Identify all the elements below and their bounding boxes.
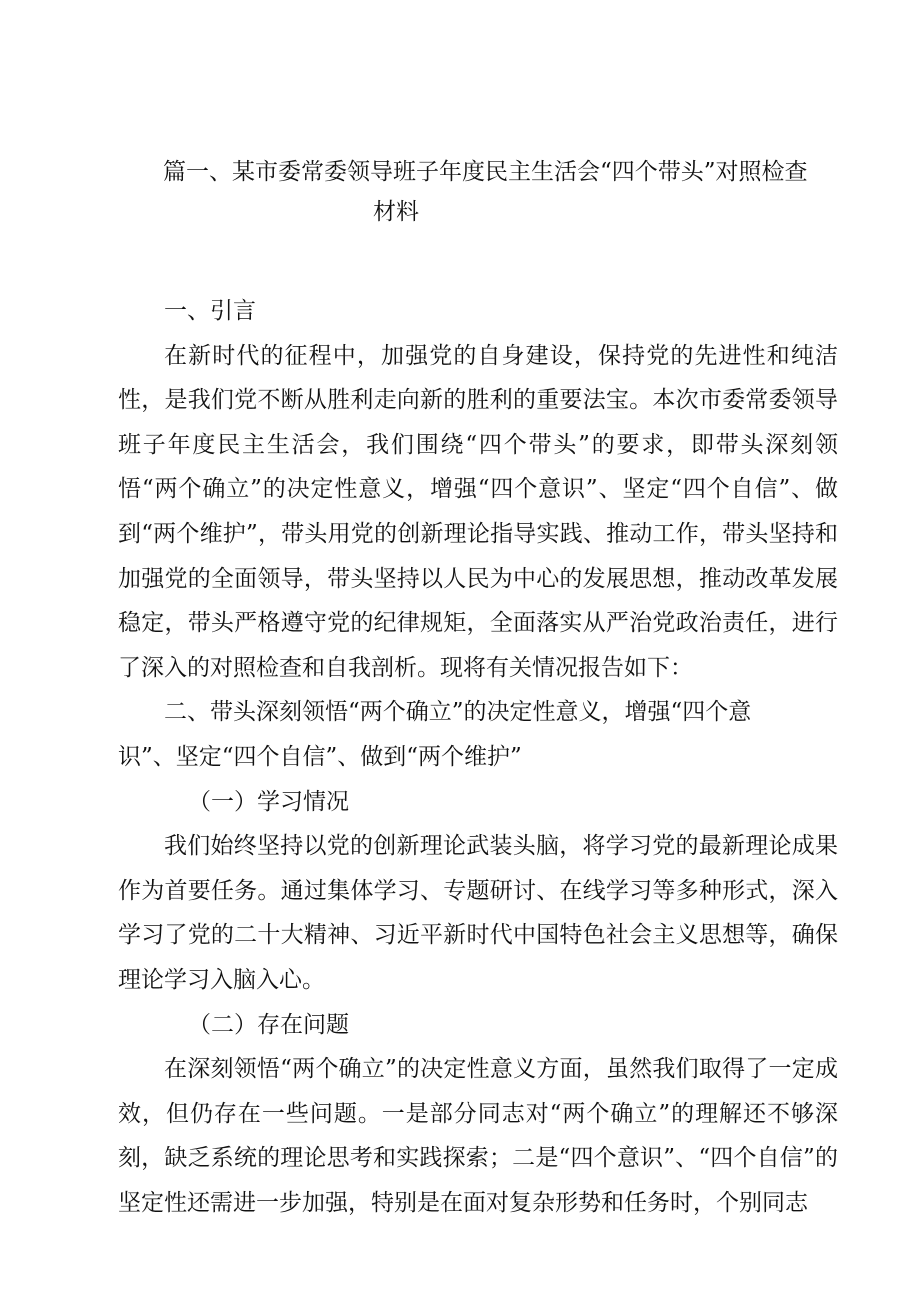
subsection-2-paragraph: 在深刻领悟“两个确立”的决定性意义方面，虽然我们取得了一定成效，但仍存在一些问题。一是部分同志对“两个确立”的理解还不够深刻，缺乏系统的理论思考和实践探索；二是“四个意识”、“四个自信”的坚定性还需进一步加强，特别是在面对复杂形势和任务时，个别同志 <box>118 1056 838 1216</box>
intro-heading: 一、引言 <box>164 298 256 324</box>
subsection-1-paragraph: 我们始终坚持以党的创新理论武装头脑，将学习党的最新理论成果作为首要任务。通过集体学习、专题研讨、在线学习等多种形式，深入学习了党的二十大精神、习近平新时代中国特色社会主义思想等，确保理论学习入脑入心。 <box>118 833 838 993</box>
subsection-1-heading: （一）学习情况 <box>188 788 349 815</box>
title-line-2: 材料 <box>373 199 419 225</box>
section-2-heading: 二、带头深刻领悟“两个确立”的决定性意义，增强“四个意识”、坚定“四个自信”、做到“两个维护” <box>118 699 752 770</box>
subsection-2-heading: （二）存在问题 <box>188 1011 349 1038</box>
title-line-1: 篇一、某市委常委领导班子年度民主生活会“四个带头”对照检查 <box>163 159 808 185</box>
document-body <box>118 289 838 1225</box>
document-title <box>163 152 843 232</box>
intro-paragraph: 在新时代的征程中，加强党的自身建设，保持党的先进性和纯洁性，是我们党不断从胜利走向新的胜利的重要法宝。本次市委常委领导班子年度民主生活会，我们围绕“四个带头”的要求，即带头深刻领悟“两个确立”的决定性意义，增强“四个意识”、坚定“四个自信”、做到“两个维护”，带头用党的创新理论指导实践、推动工作，带头坚持和加强党的全面领导，带头坚持以人民为中心的发展思想，推动改革发展稳定，带头严格遵守党的纪律规矩，全面落实从严治党政治责任，进行了深入的对照检查和自我剖析。现将有关情况报告如下： <box>118 342 838 681</box>
